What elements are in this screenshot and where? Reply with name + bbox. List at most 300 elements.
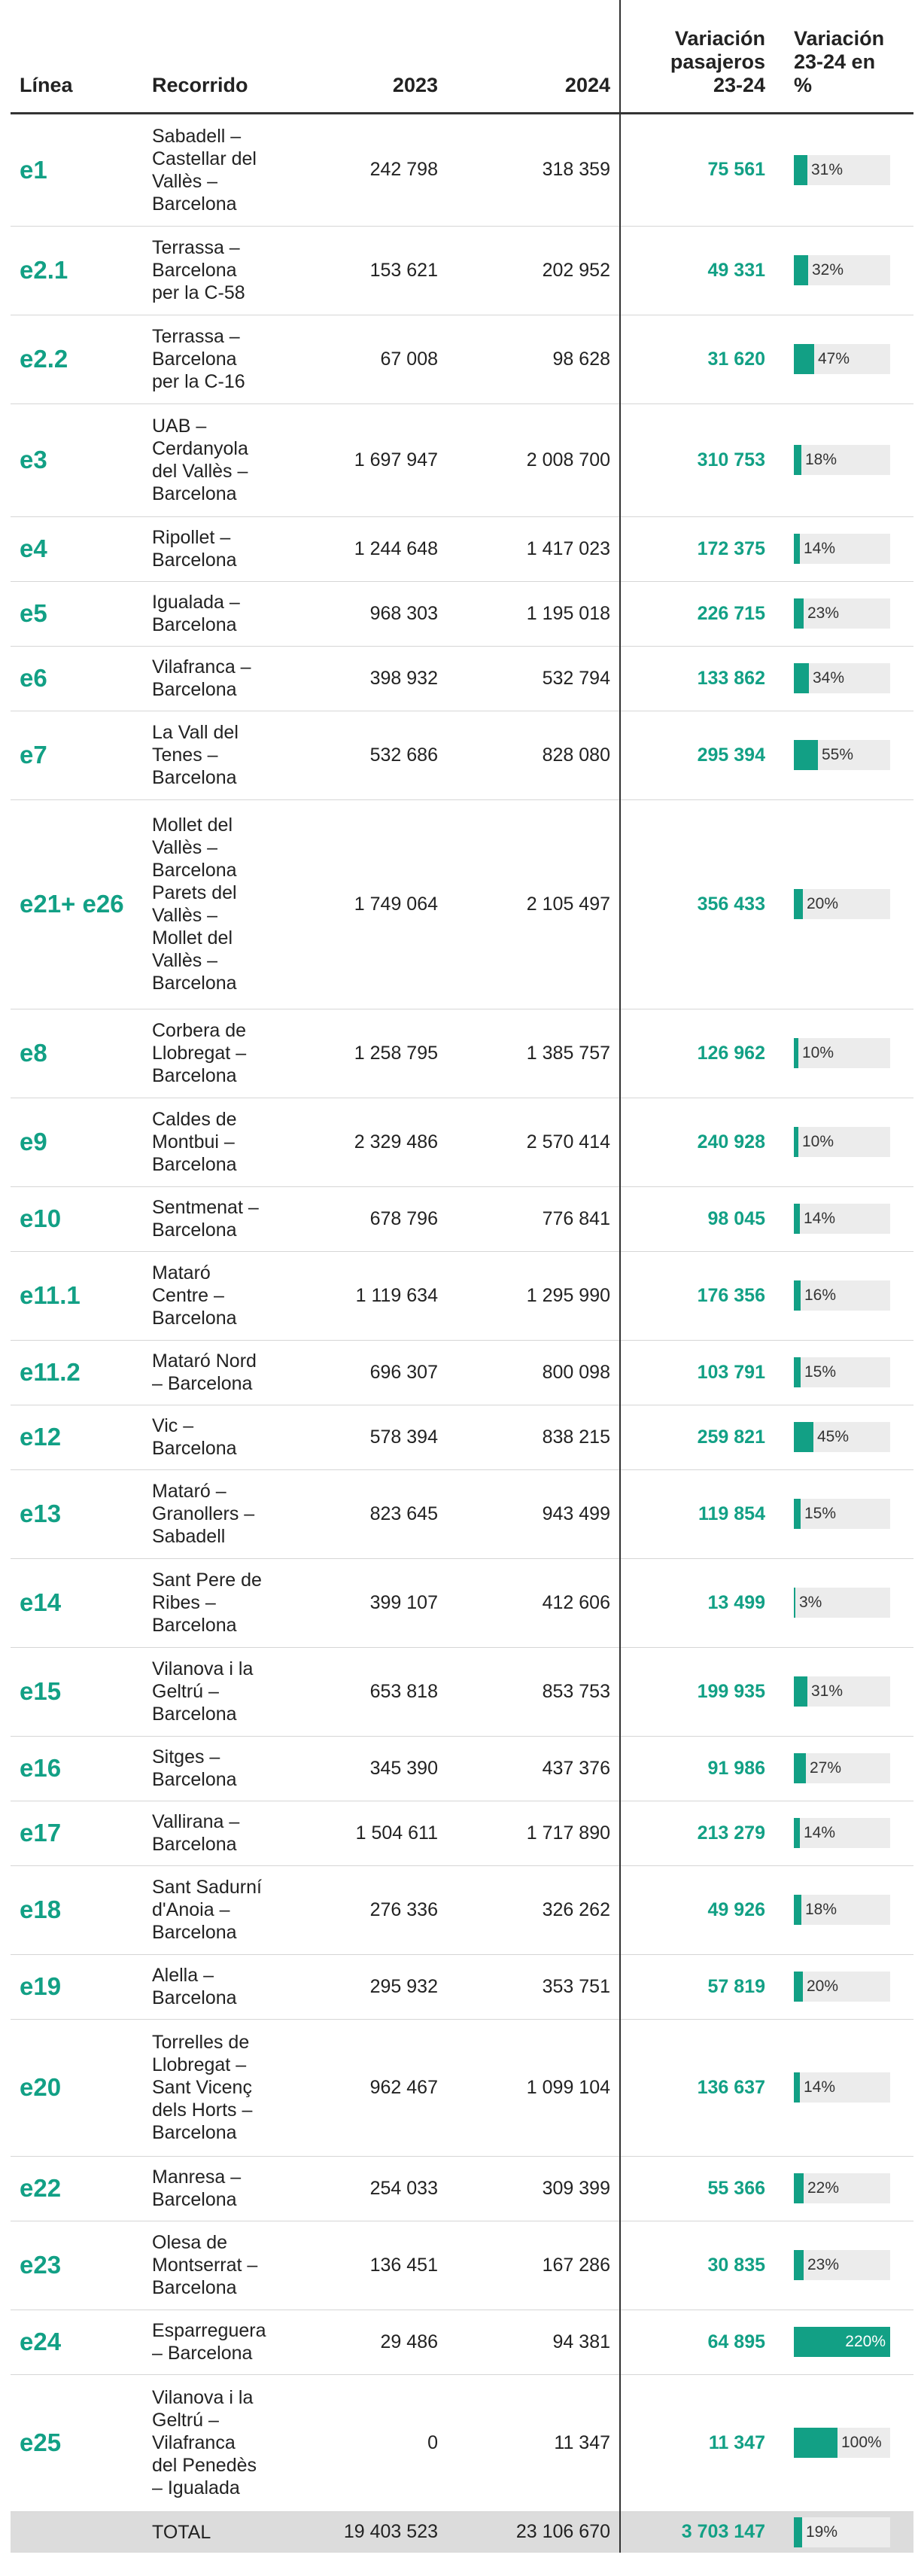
route-cell xyxy=(143,1801,310,1865)
table-row xyxy=(11,1865,913,1954)
pct-bar-track xyxy=(794,1753,890,1783)
variation-pct-cell xyxy=(774,2019,913,2156)
table-row xyxy=(11,711,913,799)
passenger-variation: 226 715 xyxy=(620,581,774,646)
route-line: Vilanova i la xyxy=(152,1658,254,1679)
route-line: Barcelona xyxy=(152,2277,237,2298)
pct-bar-fill xyxy=(794,740,818,770)
route-cell xyxy=(143,113,310,226)
pct-bar-fill xyxy=(794,1818,800,1848)
line-code: e10 xyxy=(11,1186,143,1251)
passenger-variation: 49 331 xyxy=(620,226,774,315)
passengers-2023: 276 336 xyxy=(310,1865,447,1954)
pct-bar-track xyxy=(794,1127,890,1157)
passenger-variation: 75 561 xyxy=(620,113,774,226)
header-variation-pct xyxy=(774,0,913,113)
line-code: e11.2 xyxy=(11,1340,143,1405)
variation-pct-cell xyxy=(774,581,913,646)
pct-bar-label: 15% xyxy=(804,1505,837,1522)
header-variation-l3: 23-24 xyxy=(713,73,765,96)
passengers-2023: 962 467 xyxy=(310,2019,447,2156)
table-row xyxy=(11,1647,913,1736)
passengers-2023: 532 686 xyxy=(310,711,447,799)
route-line: Alella – xyxy=(152,1965,214,1986)
passenger-variation: 310 753 xyxy=(620,403,774,516)
pct-bar-fill xyxy=(794,445,801,475)
passengers-2023: 254 033 xyxy=(310,2156,447,2221)
route-line: Barcelona xyxy=(152,973,237,994)
pct-bar-track xyxy=(794,2250,890,2280)
passenger-variation: 136 637 xyxy=(620,2019,774,2156)
passengers-2024: 98 628 xyxy=(447,315,620,403)
pct-bar-fill xyxy=(794,1676,807,1707)
route-line: Vallès – xyxy=(152,905,218,926)
pct-bar-label: 31% xyxy=(811,1682,844,1700)
passengers-2024: 2 105 497 xyxy=(447,799,620,1009)
pct-bar-label: 27% xyxy=(810,1759,842,1777)
route-line: Vic – xyxy=(152,1415,194,1436)
route-line: Barcelona xyxy=(152,193,237,215)
passenger-variation: 356 433 xyxy=(620,799,774,1009)
route-line: Mollet del xyxy=(152,927,233,948)
table-row xyxy=(11,1801,913,1865)
passengers-2024: 11 347 xyxy=(447,2374,620,2511)
pct-bar-label: 15% xyxy=(804,1363,837,1381)
pct-bar-label: 18% xyxy=(805,451,837,468)
pct-bar-label: 14% xyxy=(804,2078,836,2096)
header-route: Recorrido xyxy=(143,0,310,113)
line-code: e14 xyxy=(11,1558,143,1647)
table-row xyxy=(11,799,913,1009)
passenger-variation: 57 819 xyxy=(620,1954,774,2019)
variation-pct-cell xyxy=(774,403,913,516)
table-row xyxy=(11,1469,913,1558)
route-line: Llobregat – xyxy=(152,1043,247,1064)
variation-pct-cell xyxy=(774,2374,913,2511)
route-line: Sentmenat – xyxy=(152,1197,259,1218)
header-2023: 2023 xyxy=(310,0,447,113)
total-label: TOTAL xyxy=(143,2511,310,2553)
header-line: Línea xyxy=(11,0,143,113)
passengers-2024: 776 841 xyxy=(447,1186,620,1251)
pct-bar-track xyxy=(794,2428,890,2458)
pct-bar-fill xyxy=(794,1972,803,2002)
pct-bar-track xyxy=(794,1357,890,1387)
pct-bar-track xyxy=(794,155,890,185)
passengers-2024: 318 359 xyxy=(447,113,620,226)
passenger-variation: 259 821 xyxy=(620,1405,774,1469)
route-line: Sant Pere de xyxy=(152,1570,262,1591)
total-2024: 23 106 670 xyxy=(447,2511,620,2553)
route-line: Barcelona xyxy=(152,483,237,504)
passengers-2024: 943 499 xyxy=(447,1469,620,1558)
route-line: Barcelona xyxy=(152,614,237,635)
passengers-2024: 326 262 xyxy=(447,1865,620,1954)
route-line: d'Anoia – xyxy=(152,1899,230,1920)
route-line: Olesa de xyxy=(152,2232,228,2253)
route-cell xyxy=(143,1186,310,1251)
route-cell xyxy=(143,1647,310,1736)
pct-bar-fill xyxy=(794,598,804,629)
pct-bar-label: 23% xyxy=(807,604,840,622)
route-line: Barcelona xyxy=(152,767,237,788)
pct-bar-track xyxy=(794,255,890,285)
pct-bar-track xyxy=(794,889,890,919)
passengers-2023: 345 390 xyxy=(310,1736,447,1801)
table-row xyxy=(11,1009,913,1098)
passenger-variation: 103 791 xyxy=(620,1340,774,1405)
header-pct-l1: Variación xyxy=(794,26,885,50)
route-line: Centre – xyxy=(152,1285,224,1306)
passenger-variation: 91 986 xyxy=(620,1736,774,1801)
table-row xyxy=(11,2156,913,2221)
line-code: e1 xyxy=(11,113,143,226)
route-line: UAB – xyxy=(152,416,207,437)
table-row xyxy=(11,113,913,226)
total-line-empty xyxy=(11,2511,143,2553)
pct-bar-label: 20% xyxy=(807,895,839,912)
route-line: Mataró xyxy=(152,1262,211,1283)
passenger-variation: 55 366 xyxy=(620,2156,774,2221)
variation-pct-cell xyxy=(774,711,913,799)
route-cell xyxy=(143,581,310,646)
table-row xyxy=(11,516,913,581)
pct-bar-label: 10% xyxy=(802,1133,834,1150)
variation-pct-cell xyxy=(774,2156,913,2221)
variation-pct-cell xyxy=(774,1009,913,1098)
route-cell xyxy=(143,226,310,315)
passengers-2023: 2 329 486 xyxy=(310,1098,447,1186)
line-code: e16 xyxy=(11,1736,143,1801)
route-line: Mataró – xyxy=(152,1481,226,1502)
route-cell xyxy=(143,799,310,1009)
passenger-variation: 119 854 xyxy=(620,1469,774,1558)
route-line: Sitges – xyxy=(152,1746,220,1768)
pct-bar-label: 55% xyxy=(822,746,854,763)
passenger-variation: 11 347 xyxy=(620,2374,774,2511)
route-line: Mollet del xyxy=(152,815,233,836)
line-code: e20 xyxy=(11,2019,143,2156)
header-variation xyxy=(620,0,774,113)
variation-pct-cell xyxy=(774,1954,913,2019)
pct-bar-fill xyxy=(794,2517,802,2547)
route-line: per la C-58 xyxy=(152,282,245,303)
header-variation-l1: Variación xyxy=(674,26,765,50)
route-line: Vallès – xyxy=(152,837,218,858)
table-row xyxy=(11,315,913,403)
route-line: Vallirana – xyxy=(152,1811,240,1832)
header-pct-l3: % xyxy=(794,73,813,96)
passengers-2023: 653 818 xyxy=(310,1647,447,1736)
passengers-2024: 412 606 xyxy=(447,1558,620,1647)
pct-bar-label: 220% xyxy=(845,2333,886,2350)
line-code: e22 xyxy=(11,2156,143,2221)
pct-bar-fill xyxy=(794,1127,798,1157)
pct-bar-track xyxy=(794,344,890,374)
pct-bar-label: 3% xyxy=(799,1594,822,1611)
pct-bar-track xyxy=(794,1818,890,1848)
passengers-2024: 2 008 700 xyxy=(447,403,620,516)
passenger-variation: 295 394 xyxy=(620,711,774,799)
pct-bar-label: 23% xyxy=(807,2256,840,2273)
route-cell xyxy=(143,1558,310,1647)
variation-pct-cell xyxy=(774,646,913,711)
route-line: Barcelona xyxy=(152,1065,237,1086)
route-line: dels Horts – xyxy=(152,2099,253,2121)
pct-bar-track xyxy=(794,2072,890,2103)
passengers-2024: 853 753 xyxy=(447,1647,620,1736)
route-line: Barcelona xyxy=(152,1922,237,1943)
pct-bar-track xyxy=(794,1204,890,1234)
line-code: e7 xyxy=(11,711,143,799)
pct-bar-fill xyxy=(794,155,807,185)
passengers-2024: 309 399 xyxy=(447,2156,620,2221)
passengers-2023: 242 798 xyxy=(310,113,447,226)
variation-pct-cell xyxy=(774,1098,913,1186)
passengers-2024: 167 286 xyxy=(447,2221,620,2310)
pct-bar-track xyxy=(794,2173,890,2203)
pct-bar-label: 14% xyxy=(804,1824,836,1841)
line-code: e19 xyxy=(11,1954,143,2019)
route-cell xyxy=(143,1340,310,1405)
route-line: Geltrú – xyxy=(152,1681,219,1702)
route-cell xyxy=(143,1098,310,1186)
passengers-2023: 1 749 064 xyxy=(310,799,447,1009)
route-line: Manresa – xyxy=(152,2166,242,2188)
route-line: Barcelona xyxy=(152,1704,237,1725)
variation-pct-cell xyxy=(774,1736,913,1801)
variation-pct-cell xyxy=(774,1340,913,1405)
route-cell xyxy=(143,315,310,403)
route-cell xyxy=(143,646,310,711)
route-cell xyxy=(143,2221,310,2310)
pct-bar-fill xyxy=(794,1588,795,1618)
route-line: Vilafranca – xyxy=(152,656,251,677)
variation-pct-cell xyxy=(774,516,913,581)
passenger-variation: 133 862 xyxy=(620,646,774,711)
route-cell xyxy=(143,516,310,581)
passengers-2023: 968 303 xyxy=(310,581,447,646)
route-line: Vilafranca xyxy=(152,2432,236,2453)
pct-bar-label: 34% xyxy=(813,669,845,687)
passengers-2024: 94 381 xyxy=(447,2310,620,2374)
passengers-2024: 532 794 xyxy=(447,646,620,711)
route-cell xyxy=(143,1009,310,1098)
total-2023: 19 403 523 xyxy=(310,2511,447,2553)
header-pct-l2: 23-24 en xyxy=(794,50,876,73)
pct-bar-label: 14% xyxy=(804,1210,836,1227)
pct-bar-label: 10% xyxy=(802,1044,834,1061)
table-body xyxy=(11,113,913,2553)
pct-bar-label: 18% xyxy=(805,1901,837,1918)
passenger-variation: 64 895 xyxy=(620,2310,774,2374)
pct-bar-track xyxy=(794,1038,890,1068)
route-line: Barcelona xyxy=(152,1308,237,1329)
route-line: Montserrat – xyxy=(152,2255,258,2276)
route-line: Terrassa – xyxy=(152,326,240,347)
passengers-2024: 838 215 xyxy=(447,1405,620,1469)
variation-pct-cell xyxy=(774,2511,913,2553)
passengers-2023: 67 008 xyxy=(310,315,447,403)
passengers-2023: 399 107 xyxy=(310,1558,447,1647)
header-row xyxy=(11,0,913,113)
table-row xyxy=(11,2221,913,2310)
passengers-2023: 1 504 611 xyxy=(310,1801,447,1865)
route-line: Vallès – xyxy=(152,950,218,971)
route-line: – Igualada xyxy=(152,2477,240,2498)
passengers-2024: 1 717 890 xyxy=(447,1801,620,1865)
table-row xyxy=(11,1736,913,1801)
route-line: del Penedès xyxy=(152,2455,257,2476)
pct-bar-fill xyxy=(794,344,814,374)
total-row xyxy=(11,2511,913,2553)
passengers-2023: 29 486 xyxy=(310,2310,447,2374)
passengers-2023: 398 932 xyxy=(310,646,447,711)
route-line: Geltrú – xyxy=(152,2410,219,2431)
passengers-2024: 202 952 xyxy=(447,226,620,315)
pct-bar-fill xyxy=(794,2428,837,2458)
line-code: e24 xyxy=(11,2310,143,2374)
passenger-variation: 49 926 xyxy=(620,1865,774,1954)
route-line: Barcelona xyxy=(152,679,237,700)
passengers-2023: 578 394 xyxy=(310,1405,447,1469)
route-line: Sabadell xyxy=(152,1526,226,1547)
line-code: e21+ e26 xyxy=(11,799,143,1009)
passenger-variation: 30 835 xyxy=(620,2221,774,2310)
pct-bar-fill xyxy=(794,255,808,285)
route-line: Mataró Nord xyxy=(152,1350,257,1372)
table-row xyxy=(11,2310,913,2374)
passenger-variation: 240 928 xyxy=(620,1098,774,1186)
pct-bar-track xyxy=(794,663,890,693)
route-line: Corbera de xyxy=(152,1020,247,1041)
route-cell xyxy=(143,2310,310,2374)
route-line: Granollers – xyxy=(152,1503,255,1524)
passenger-variation: 13 499 xyxy=(620,1558,774,1647)
pct-bar-label: 100% xyxy=(841,2434,882,2451)
passengers-2024: 800 098 xyxy=(447,1340,620,1405)
line-code: e4 xyxy=(11,516,143,581)
pct-bar-fill xyxy=(794,1204,800,1234)
variation-pct-cell xyxy=(774,1647,913,1736)
pct-bar-track xyxy=(794,598,890,629)
pct-bar-track xyxy=(794,2327,890,2357)
pct-bar-fill xyxy=(794,534,800,564)
route-line: Barcelona xyxy=(152,1615,237,1636)
route-cell xyxy=(143,1736,310,1801)
passengers-2023: 1 258 795 xyxy=(310,1009,447,1098)
passengers-2023: 295 932 xyxy=(310,1954,447,2019)
pct-bar-track xyxy=(794,1280,890,1311)
pct-bar-track xyxy=(794,445,890,475)
route-cell xyxy=(143,1469,310,1558)
variation-pct-cell xyxy=(774,113,913,226)
line-code: e2.2 xyxy=(11,315,143,403)
route-line: Llobregat – xyxy=(152,2054,247,2075)
route-line: Barcelona xyxy=(152,260,237,281)
passengers-2023: 823 645 xyxy=(310,1469,447,1558)
route-line: Sant Vicenç xyxy=(152,2077,252,2098)
passengers-2024: 1 417 023 xyxy=(447,516,620,581)
variation-pct-cell xyxy=(774,2310,913,2374)
table-row xyxy=(11,1186,913,1251)
line-code: e2.1 xyxy=(11,226,143,315)
route-line: Tenes – xyxy=(152,744,218,766)
pct-bar-fill xyxy=(794,1895,801,1925)
passengers-2023: 153 621 xyxy=(310,226,447,315)
header-2024: 2024 xyxy=(447,0,620,113)
route-line: Barcelona xyxy=(152,550,237,571)
pct-bar-label: 19% xyxy=(806,2523,838,2541)
passengers-2023: 0 xyxy=(310,2374,447,2511)
route-line: Barcelona xyxy=(152,1154,237,1175)
passenger-variation: 213 279 xyxy=(620,1801,774,1865)
passengers-2024: 2 570 414 xyxy=(447,1098,620,1186)
variation-pct-cell xyxy=(774,1469,913,1558)
route-line: Vilanova i la xyxy=(152,2387,254,2408)
passengers-2023: 696 307 xyxy=(310,1340,447,1405)
passengers-2024: 1 295 990 xyxy=(447,1251,620,1340)
route-line: per la C-16 xyxy=(152,371,245,392)
pct-bar-label: 31% xyxy=(811,160,844,178)
pct-bar-fill xyxy=(794,2250,804,2280)
route-line: Parets del xyxy=(152,882,237,903)
route-line: Terrassa – xyxy=(152,237,240,258)
table-row xyxy=(11,403,913,516)
pct-bar-label: 14% xyxy=(804,540,836,557)
passenger-variation: 98 045 xyxy=(620,1186,774,1251)
variation-pct-cell xyxy=(774,1801,913,1865)
variation-pct-cell xyxy=(774,1558,913,1647)
table-row xyxy=(11,1098,913,1186)
pct-bar-track xyxy=(794,1499,890,1529)
pct-bar-fill xyxy=(794,1499,801,1529)
pct-bar-track xyxy=(794,534,890,564)
variation-pct-cell xyxy=(774,1251,913,1340)
passengers-2023: 678 796 xyxy=(310,1186,447,1251)
table-row xyxy=(11,2374,913,2511)
table-row xyxy=(11,646,913,711)
variation-pct-cell xyxy=(774,2221,913,2310)
table-row xyxy=(11,226,913,315)
route-line: Barcelona xyxy=(152,349,237,370)
line-code: e6 xyxy=(11,646,143,711)
passengers-2023: 1 244 648 xyxy=(310,516,447,581)
table-row xyxy=(11,1405,913,1469)
route-cell xyxy=(143,711,310,799)
pct-bar-track xyxy=(794,2517,890,2547)
pct-bar-fill xyxy=(794,1753,806,1783)
route-cell xyxy=(143,1865,310,1954)
passengers-2023: 136 451 xyxy=(310,2221,447,2310)
variation-pct-cell xyxy=(774,315,913,403)
route-cell xyxy=(143,2019,310,2156)
pct-bar-fill xyxy=(794,889,803,919)
route-line: Sabadell – xyxy=(152,125,242,147)
route-line: Barcelona xyxy=(152,860,237,881)
pct-bar-track xyxy=(794,740,890,770)
passengers-2024: 437 376 xyxy=(447,1736,620,1801)
pct-bar-label: 16% xyxy=(804,1286,837,1304)
pct-bar-fill xyxy=(794,1038,798,1068)
pct-bar-label: 20% xyxy=(807,1978,839,1995)
passengers-2023: 1 119 634 xyxy=(310,1251,447,1340)
pct-bar-fill xyxy=(794,2072,800,2103)
route-line: Igualada – xyxy=(152,592,240,613)
passenger-variation: 199 935 xyxy=(620,1647,774,1736)
passengers-2024: 1 385 757 xyxy=(447,1009,620,1098)
passengers-2024: 1 195 018 xyxy=(447,581,620,646)
